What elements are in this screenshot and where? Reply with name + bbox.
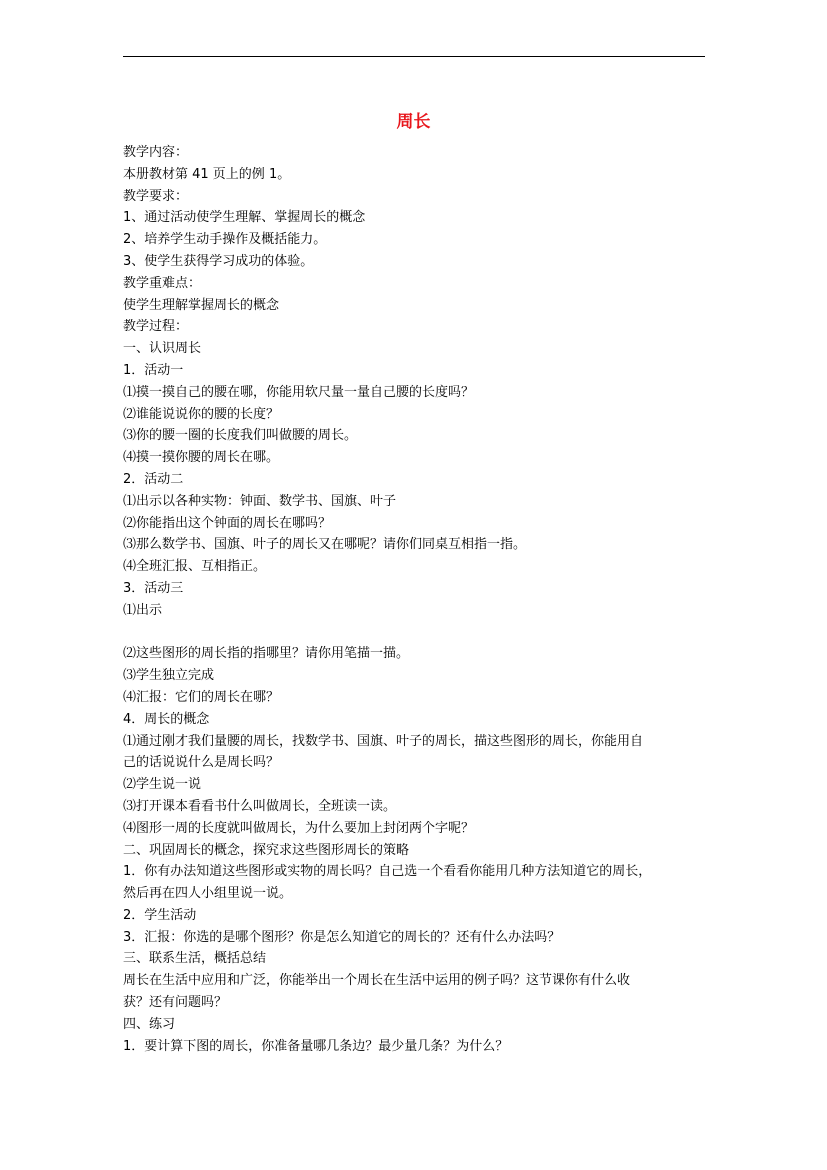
text-line: ⑴出示以各种实物：钟面、数学书、国旗、叶子 bbox=[123, 493, 397, 509]
text-line: 教学过程： bbox=[123, 319, 189, 335]
text-line: 3．活动三 bbox=[123, 580, 184, 596]
text-line: ⑷汇报：它们的周长在哪？ bbox=[123, 689, 280, 705]
text-line: 三、联系生活，概括总结 bbox=[123, 951, 267, 967]
text-line: ⑴出示 bbox=[123, 602, 163, 618]
text-line: 教学重难点： bbox=[123, 275, 202, 291]
text-line: 4．周长的概念 bbox=[123, 711, 210, 727]
text-line: ⑵学生说一说 bbox=[123, 777, 202, 793]
text-line: 使学生理解掌握周长的概念 bbox=[123, 297, 280, 313]
text-line: ⑶学生独立完成 bbox=[123, 668, 215, 684]
text-line: ⑴通过刚才我们量腰的周长，找数学书、国旗、叶子的周长，描这些图形的周长，你能用自 bbox=[123, 733, 644, 749]
text-line: 获？还有问题吗？ bbox=[123, 995, 228, 1011]
text-line: ⑷摸一摸你腰的周长在哪。 bbox=[123, 450, 280, 466]
text-line: 1．活动一 bbox=[123, 362, 184, 378]
text-line: 教学内容： bbox=[123, 145, 189, 160]
text-line: 3、使学生获得学习成功的体验。 bbox=[123, 253, 314, 269]
text-line: 3．汇报：你选的是哪个图形？你是怎么知道它的周长的？还有什么办法吗？ bbox=[123, 929, 561, 945]
text-line: 本册教材第 41 页上的例 1。 bbox=[123, 166, 291, 182]
text-line: ⑶你的腰一圈的长度我们叫做腰的周长。 bbox=[123, 428, 358, 444]
text-line: ⑵这些图形的周长指的指哪里？请你用笔描一描。 bbox=[123, 646, 410, 662]
text-line: 1、通过活动使学生理解、掌握周长的概念 bbox=[123, 210, 366, 226]
text-line: ⑴摸一摸自己的腰在哪，你能用软尺量一量自己腰的长度吗？ bbox=[123, 384, 475, 400]
text-line: 二、巩固周长的概念，探究求这些图形周长的策略 bbox=[123, 842, 410, 858]
text-line: 一、认识周长 bbox=[123, 341, 202, 357]
text-line: 周长在生活中应用和广泛，你能举出一个周长在生活中运用的例子吗？这节课你有什么收 bbox=[123, 973, 631, 989]
text-line: 1．你有办法知道这些图形或实物的周长吗？自己选一个看看你能用几种方法知道它的周长， bbox=[123, 864, 652, 880]
text-line: ⑵你能指出这个钟面的周长在哪吗？ bbox=[123, 515, 332, 531]
text-line: 2．学生活动 bbox=[123, 907, 197, 923]
text-line: ⑶打开课本看看书什么叫做周长，全班读一读。 bbox=[123, 798, 397, 814]
figure-placeholder bbox=[123, 622, 708, 644]
text-line: 1．要计算下图的周长，你准备量哪几条边？最少量几条？为什么？ bbox=[123, 1038, 509, 1054]
text-line: 教学要求： bbox=[123, 188, 189, 204]
text-line: 2．活动二 bbox=[123, 471, 184, 487]
text-line: 然后再在四人小组里说一说。 bbox=[123, 886, 293, 902]
text-line: 四、练习 bbox=[123, 1016, 176, 1032]
text-line: ⑷全班汇报、互相指正。 bbox=[123, 559, 267, 575]
text-line: ⑷图形一周的长度就叫做周长，为什么要加上封闭两个字呢？ bbox=[123, 820, 475, 836]
text-line: 2、培养学生动手操作及概括能力。 bbox=[123, 232, 327, 248]
header-rule bbox=[123, 56, 705, 57]
document-body bbox=[123, 142, 708, 1057]
document-title: 周长 bbox=[396, 112, 431, 132]
text-line: ⑶那么数学书、国旗、叶子的周长又在哪呢？请你们同桌互相指一指。 bbox=[123, 537, 527, 553]
text-line: 己的话说说什么是周长吗？ bbox=[123, 755, 280, 771]
text-line: ⑵谁能说说你的腰的长度？ bbox=[123, 406, 280, 422]
